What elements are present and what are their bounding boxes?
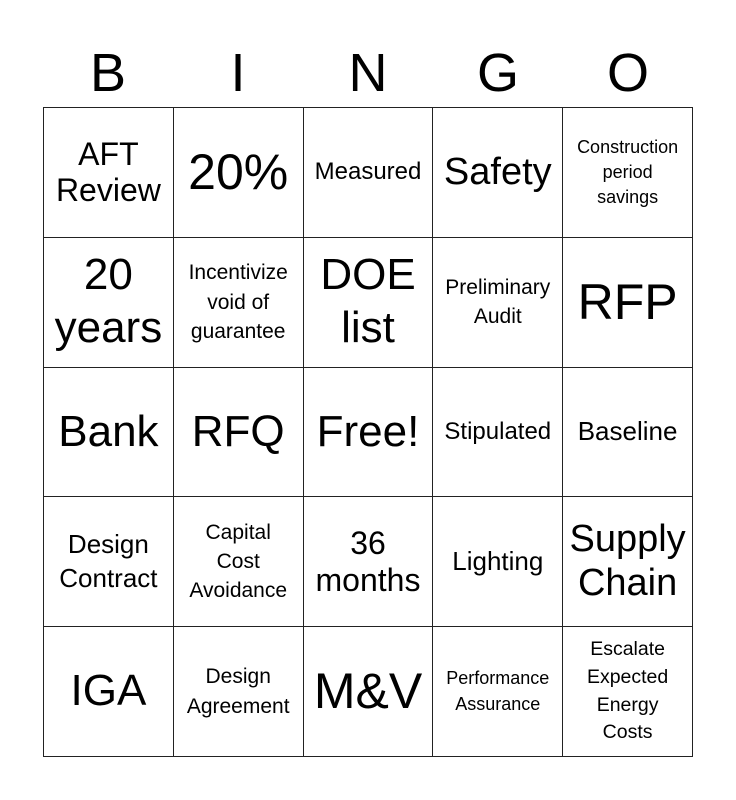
bingo-cell[interactable] xyxy=(563,368,693,498)
bingo-cell[interactable] xyxy=(433,368,563,498)
bingo-cell[interactable] xyxy=(563,497,693,627)
cell-text: AFT Review xyxy=(55,135,161,209)
cell-text: Construction period savings xyxy=(577,136,679,207)
bingo-cell[interactable] xyxy=(304,238,434,368)
bingo-cell[interactable] xyxy=(174,368,304,498)
bingo-cell[interactable] xyxy=(44,368,174,498)
bingo-cell[interactable] xyxy=(44,497,174,627)
cell-text: Incentivize void of guarantee xyxy=(188,261,288,343)
header-letter-b: B xyxy=(89,43,127,103)
bingo-cell[interactable] xyxy=(174,627,304,757)
header-letter-n: N xyxy=(348,43,388,103)
cell-text: Bank xyxy=(58,406,159,456)
bingo-cell[interactable] xyxy=(44,238,174,368)
bingo-cell[interactable] xyxy=(433,497,563,627)
cell-text: RFQ xyxy=(191,406,285,456)
cell-text: M&V xyxy=(313,663,423,720)
cell-text: 36 months xyxy=(315,524,421,598)
cell-text: 20 years xyxy=(54,250,163,353)
bingo-cell[interactable] xyxy=(563,627,693,757)
bingo-cell[interactable] xyxy=(433,627,563,757)
bingo-cell[interactable] xyxy=(563,238,693,368)
bingo-cell[interactable] xyxy=(44,108,174,238)
cell-text: DOE list xyxy=(320,250,416,353)
bingo-cell[interactable] xyxy=(174,238,304,368)
bingo-cell[interactable] xyxy=(304,497,434,627)
cell-text: Design Agreement xyxy=(186,665,290,718)
cell-text: Stipulated xyxy=(444,417,552,445)
cell-text: 20% xyxy=(188,143,289,200)
cell-text: Preliminary Audit xyxy=(445,275,551,329)
cell-text: Measured xyxy=(314,158,422,185)
cell-text: Supply Chain xyxy=(569,518,686,604)
header-letter-g: G xyxy=(476,43,519,103)
cell-text: Design Contract xyxy=(59,528,158,593)
cell-text: IGA xyxy=(70,666,147,716)
bingo-cell[interactable] xyxy=(433,108,563,238)
bingo-cell[interactable] xyxy=(433,238,563,368)
cell-text: Baseline xyxy=(577,416,678,447)
bingo-cell[interactable] xyxy=(304,627,434,757)
bingo-cell[interactable] xyxy=(304,108,434,238)
cell-text: Free! xyxy=(316,406,420,456)
cell-text: Performance Assurance xyxy=(446,668,550,714)
bingo-cell[interactable] xyxy=(174,497,304,627)
cell-text: Capital Cost Avoidance xyxy=(189,520,288,603)
cell-text: Escalate Expected Energy Costs xyxy=(586,638,669,744)
header-letter-o: O xyxy=(606,43,649,103)
cell-text: Lighting xyxy=(452,545,544,576)
bingo-cell[interactable] xyxy=(304,368,434,498)
bingo-board xyxy=(43,107,693,757)
bingo-cell[interactable] xyxy=(563,108,693,238)
bingo-cell[interactable] xyxy=(44,627,174,757)
header-letter-i: I xyxy=(230,43,246,103)
cell-text: Safety xyxy=(443,150,552,193)
bingo-cell[interactable] xyxy=(174,108,304,238)
cell-text: RFP xyxy=(577,273,678,330)
bingo-header xyxy=(43,40,693,106)
